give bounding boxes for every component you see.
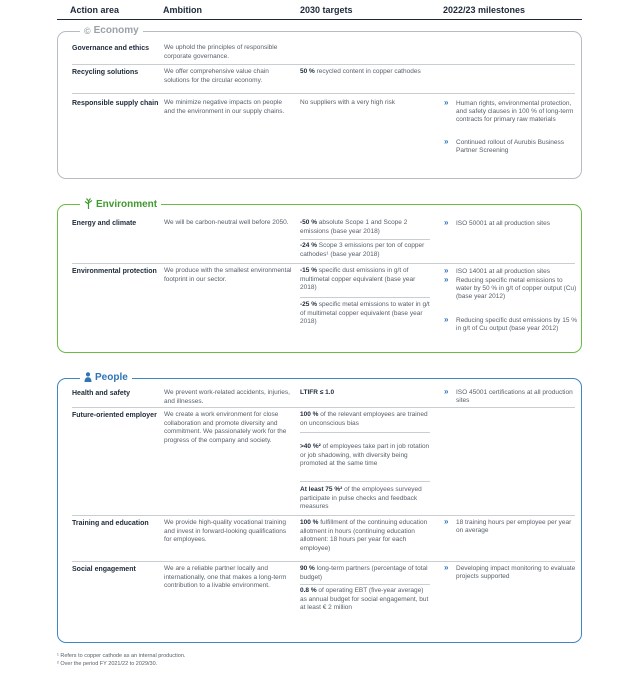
milestone-item: » Developing impact monitoring to evaluate projects supported — [444, 565, 578, 581]
target-item: 50 % recycled content in copper cathodes — [300, 68, 421, 75]
target-item: No suppliers with a very high risk — [300, 99, 396, 106]
environment-section — [57, 198, 582, 353]
row-area: Social engagement — [72, 566, 136, 573]
header-rule — [57, 19, 582, 20]
row-ambition: We prevent work-related accidents, injuries, and illnesses. — [164, 389, 290, 405]
people-section — [57, 372, 582, 643]
col-header-ambition: Ambition — [163, 5, 202, 15]
row-divider — [72, 407, 575, 408]
target-divider — [300, 297, 430, 298]
people-title: People — [80, 372, 132, 384]
target-item: -24 % Scope 3 emissions per ton of copper cathodes¹ (base year 2018) — [300, 242, 425, 258]
euro-icon: © — [84, 26, 91, 36]
row-area: Training and education — [72, 520, 149, 527]
target-divider — [300, 432, 430, 433]
environment-title: Environment — [80, 198, 161, 211]
row-area: Future-oriented employer — [72, 412, 157, 419]
footnote-2: ² Over the period FY 2021/22 to 2029/30. — [57, 661, 158, 667]
row-divider — [72, 93, 575, 94]
target-divider — [300, 584, 430, 585]
target-item: 0.8 % of operating EBT (five-year average) as annual budget for social engagement, but at least € 2 million — [300, 587, 429, 611]
row-ambition: We will be carbon-neutral well before 2050. — [164, 219, 289, 226]
target-item: -25 % specific metal emissions to water in g/t of multimetal copper equivalent (base year 2018) — [300, 301, 430, 325]
target-item: 90 % long-term partners (percentage of total budget) — [300, 565, 428, 581]
milestone-item: » Continued rollout of Aurubis Business Partner Screening — [444, 139, 578, 155]
milestone-item: » ISO 45001 certifications at all production sites — [444, 389, 578, 405]
footnote-1: ¹ Refers to copper cathode as an internal production. — [57, 653, 186, 659]
row-divider — [72, 515, 575, 516]
row-area: Health and safety — [72, 390, 130, 397]
target-divider — [300, 239, 430, 240]
plant-icon — [84, 198, 93, 211]
target-item: 100 % fulfillment of the continuing education allotment in hours (continuing education allotment: 18 hours per year for each employee) — [300, 519, 428, 552]
row-ambition: We minimize negative impacts on people and the environment in our supply chains. — [164, 99, 285, 115]
row-area: Recycling solutions — [72, 69, 139, 76]
target-divider — [300, 481, 430, 482]
col-header-targets: 2030 targets — [300, 5, 353, 15]
row-divider — [72, 561, 575, 562]
row-ambition: We uphold the principles of responsible corporate governance. — [164, 44, 278, 60]
row-ambition: We create a work environment for close collaboration and promote diversity and commitment. We passionately work for the progress of the company and society. — [164, 411, 287, 444]
row-area: Environmental protection — [72, 268, 157, 275]
target-item: LTIFR ≤ 1.0 — [300, 389, 335, 396]
milestone-item: » ISO 14001 at all production sites — [444, 268, 578, 276]
target-item: -50 % absolute Scope 1 and Scope 2 emissions (base year 2018) — [300, 219, 408, 235]
row-ambition: We produce with the smallest environmental footprint in our sector. — [164, 267, 292, 283]
milestone-item: » Reducing specific dust emissions by 15 % in g/t of Cu output (base year 2012) — [444, 317, 578, 333]
target-item: -15 % specific dust emissions in g/t of multimetal copper equivalent (base year 2018) — [300, 267, 416, 291]
row-area: Energy and climate — [72, 220, 137, 227]
col-header-milestones: 2022/23 milestones — [443, 5, 526, 15]
col-header-action-area: Action area — [70, 5, 120, 15]
row-ambition: We offer comprehensive value chain solutions for the circular economy. — [164, 68, 269, 84]
person-icon — [84, 372, 92, 384]
row-divider — [72, 263, 575, 264]
milestone-item: » 18 training hours per employee per year on average — [444, 519, 578, 535]
milestone-item: » Reducing specific metal emissions to water by 50 % in g/t of copper output (Cu) (base year 2012) — [444, 277, 578, 301]
milestone-item: » ISO 50001 at all production sites — [444, 220, 578, 228]
target-item: 100 % of the relevant employees are trained on unconscious bias — [300, 411, 428, 427]
target-item: At least 75 %² of the employees surveyed participate in pulse checks and feedback measures — [300, 486, 422, 510]
milestone-item: » Human rights, environmental protection, and safety clauses in 100 % of long-term contracts for primary raw materials — [444, 100, 578, 124]
row-area: Responsible supply chain — [72, 100, 159, 107]
row-ambition: We provide high-quality vocational training and invest in forward-looking qualifications for employees. — [164, 519, 287, 543]
row-area: Governance and ethics — [72, 45, 150, 52]
row-ambition: We are a reliable partner locally and internationally, one that makes a long-term contribution to a livable environment. — [164, 565, 287, 589]
target-item: >40 %² of employees take part in job rotation or job shadowing, with diversity being promoted at the same time — [300, 443, 430, 467]
economy-section — [57, 25, 582, 179]
economy-title: © Economy — [80, 25, 143, 37]
row-divider — [72, 64, 575, 65]
